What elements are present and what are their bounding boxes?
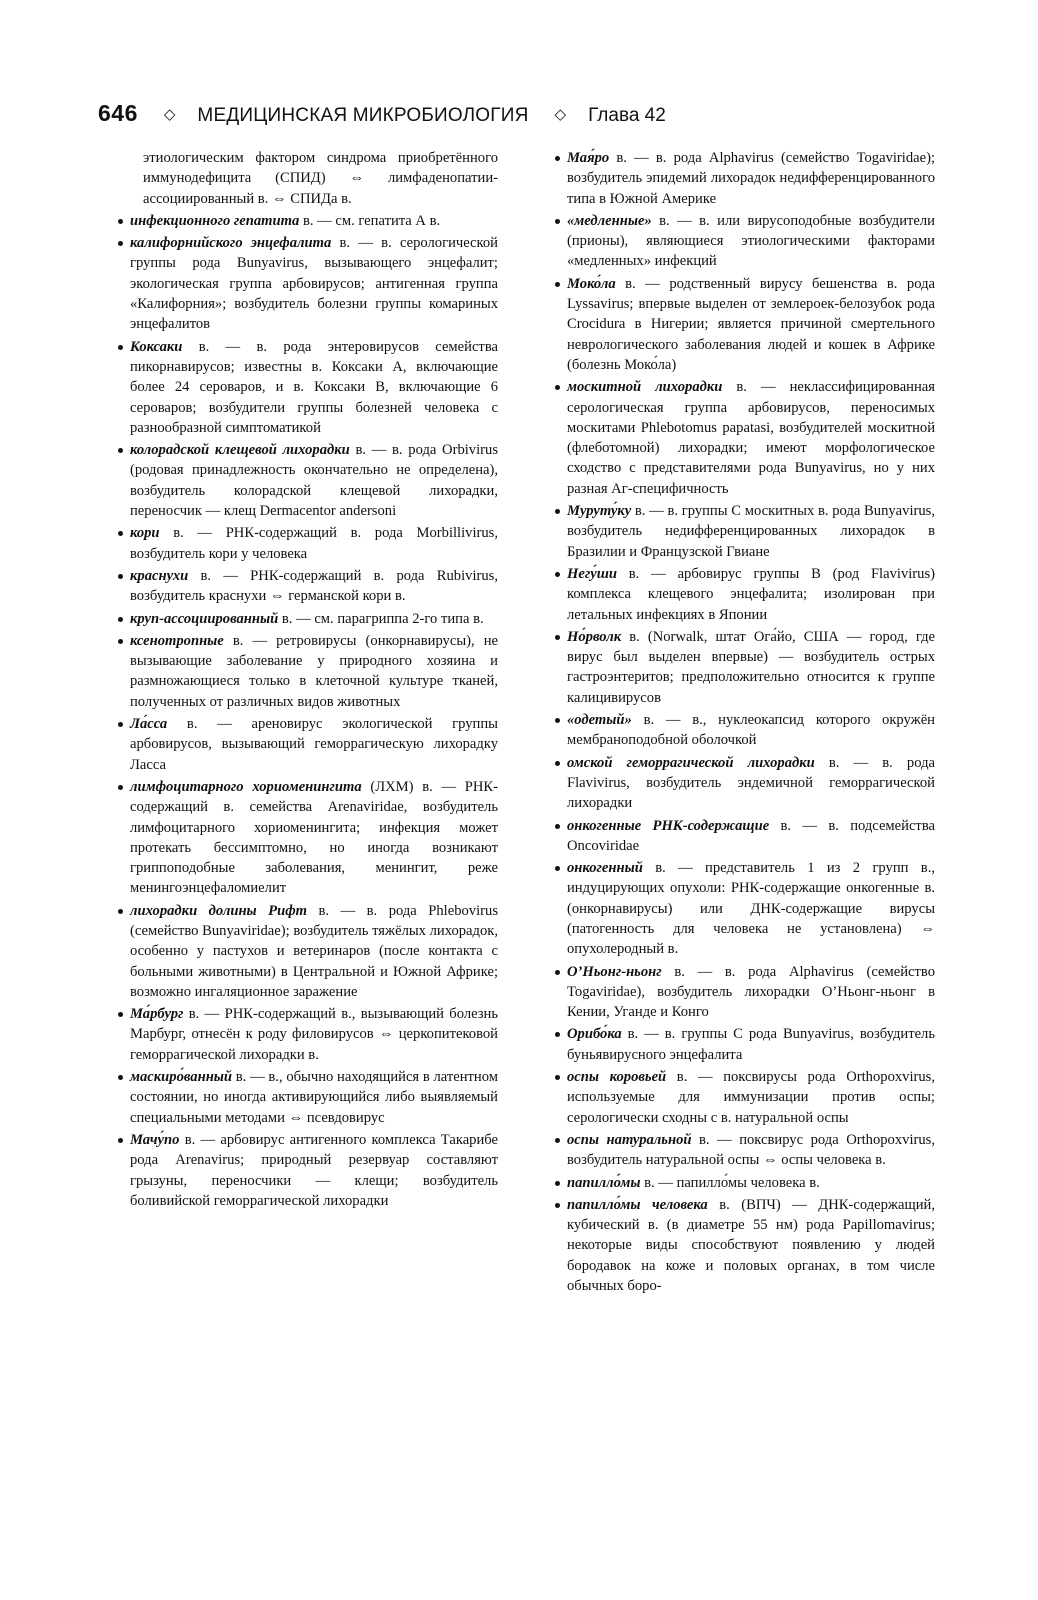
entry-definition: этиологическим фактором синдрома приобретённого иммунодефицита (СПИД) ⇔ лимфаденопатии-ассоциированный в. ⇔ СПИДа в. xyxy=(143,150,498,207)
glossary-entry xyxy=(555,753,935,814)
entry-term: онкогенный xyxy=(567,860,643,877)
bullet-icon xyxy=(118,531,123,536)
entry-term: папилло́мы человека xyxy=(567,1196,708,1213)
glossary-entry xyxy=(555,148,935,209)
bullet-icon xyxy=(555,156,560,161)
glossary-entry xyxy=(555,1067,935,1128)
entry-term: Но́рволк xyxy=(567,628,622,645)
entry-definition: (ЛХМ) в. — РНК-содержащий в. семейства Arenaviridae, возбудитель лимфоцитарного хориоменингита; инфекция может протекать бессимптомно, но иногда возникают гриппоподобные заболевания, менингит, реже менингоэнцефаломиелит xyxy=(130,778,499,897)
entry-term: маскиро́ванный xyxy=(130,1069,233,1086)
entry-term: Муруту́ку xyxy=(567,503,632,520)
bullet-icon xyxy=(555,572,560,577)
entry-term: омской геморрагической лихорадки xyxy=(567,754,815,771)
entry-term: О’Ньонг-ньонг xyxy=(567,963,662,980)
glossary-entry xyxy=(555,274,935,375)
entry-definition: в. — родственный вирусу бешенства в. рода Lyssavirus; впервые выделен от землероек-белозубок рода Crocidura в Нигерии; является причиной смертельного неврологического заболевания людей и кошек в Африке (болезнь Моко́ла) xyxy=(567,275,935,373)
entry-definition: в. — в. серологической группы рода Bunyavirus, вызывающего энцефалит; экологическая группа арбовирусов; антигенная группа «Калифорния»; возбудитель болезни группы комариных энцефалитов xyxy=(130,235,498,333)
bullet-icon xyxy=(118,722,123,727)
bullet-icon xyxy=(555,385,560,390)
glossary-entry xyxy=(555,211,935,272)
glossary-entry xyxy=(555,1024,935,1065)
left-column xyxy=(118,148,498,1213)
entry-definition: в. (Norwalk, штат Ога́йо, США — город, где вирус был выделен впервые) — возбудитель острых гастроэнтеритов; предположительно относится к группе калицивирусов xyxy=(567,628,935,706)
entry-definition: в. — поксвирусы рода Orthopoxvirus, используемые для иммунизации против оспы; серологически сходны с в. натуральной оспы xyxy=(567,1069,936,1126)
glossary-entry xyxy=(555,564,935,625)
entry-term: оспы натуральной xyxy=(567,1131,692,1148)
entry-definition: в. — в., обычно находящийся в латентном состоянии, но иногда активирующийся либо выявляемый специальными методами ⇔ псевдовирус xyxy=(130,1069,498,1126)
bullet-icon xyxy=(555,824,560,829)
bullet-icon xyxy=(555,761,560,766)
bullet-icon xyxy=(555,718,560,723)
entry-term: «одетый» xyxy=(567,712,632,729)
entry-term: «медленные» xyxy=(567,212,652,229)
entry-definition: в. — представитель 1 из 2 групп в., индуцирующих опухоли: РНК-содержащие онкогенные в. (онкорнавирусы) или ДНК-содержащие вирусы (патогенность для человека не установлена) ⇔ опухолеродный в. xyxy=(567,860,935,958)
entry-term: лихорадки долины Рифт xyxy=(130,902,308,919)
glossary-entry xyxy=(555,858,935,959)
bullet-icon xyxy=(118,785,123,790)
bullet-icon xyxy=(118,345,123,350)
bullet-icon xyxy=(118,448,123,453)
entry-definition: в. — в. рода Alphavirus (семейство Togaviridae), возбудитель лихорадки О’Ньонг-ньонг в Кении, Уганде и Конго xyxy=(567,963,935,1021)
entry-term: Орибо́ка xyxy=(567,1026,622,1043)
entry-definition: в. — в. рода Phlebovirus (семейство Bunyaviridae); возбудитель тяжёлых лихорадок, особенно у пастухов и ветеринаров (после контакта с больными животными) в Центральной и Южной Африке; возможно ингаляционное заражение xyxy=(130,902,498,1000)
entry-definition: в. — в. группы С москитных в. рода Bunyavirus, возбудитель недифференцированных лихорадок в Бразилии и Французской Гвиане xyxy=(567,503,935,560)
entry-term: Ла́сса xyxy=(130,716,168,733)
entry-definition: в. — в. подсемейства Oncoviridae xyxy=(567,817,935,854)
glossary-entry xyxy=(118,1130,498,1211)
glossary-entry xyxy=(555,377,935,499)
bullet-icon xyxy=(555,282,560,287)
entry-definition: в. — папилло́мы человека в. xyxy=(640,1174,820,1191)
glossary-entry xyxy=(118,714,498,775)
glossary-entry xyxy=(118,523,498,564)
running-header xyxy=(98,100,788,136)
glossary-entry xyxy=(555,710,935,751)
glossary-entry xyxy=(118,1004,498,1065)
entry-definition: в. — ареновирус экологической группы арбовирусов, вызывающий геморрагическую лихорадку Ласса xyxy=(130,716,498,773)
entry-term: папилло́мы xyxy=(567,1174,641,1191)
diamond-separator-icon: ◇ xyxy=(554,105,567,123)
glossary-entry xyxy=(118,148,498,209)
glossary-entry xyxy=(118,211,498,231)
page-number: 646 xyxy=(98,100,138,126)
entry-term: калифорнийского энцефалита xyxy=(130,235,332,252)
entry-term: Ма́рбург xyxy=(130,1006,184,1023)
bullet-icon xyxy=(555,970,560,975)
bullet-icon xyxy=(555,219,560,224)
chapter-label: Глава 42 xyxy=(588,105,666,126)
bullet-icon xyxy=(555,509,560,514)
entry-term: Мачу́по xyxy=(130,1131,180,1148)
entry-term: онкогенные РНК-содержащие xyxy=(567,817,770,834)
entry-definition: в. — см. парагриппа 2-го типа в. xyxy=(278,610,484,627)
entry-definition: в. — в. рода Orbivirus (родовая принадлежность окончательно не определена), возбудитель колорадской клещевой лихорадки, переносчик — клещ Dermacentor andersoni xyxy=(130,442,498,520)
glossary-entry xyxy=(555,1130,935,1171)
bullet-icon xyxy=(118,1075,123,1080)
glossary-entry xyxy=(555,627,935,708)
entry-definition: в. — ретровирусы (онкорнавирусы), не вызывающие заболевание у природного хозяина и размножающиеся только в клеточной культуре тканей, полученных от различных видов животных xyxy=(130,632,498,710)
entry-definition: в. — в. рода Alphavirus (семейство Togaviridae); возбудитель эпидемий лихорадок недифференцированного типа в Южной Америке xyxy=(567,150,935,207)
entry-definition: в. — в. рода Flavivirus, возбудитель эндемичной геморрагической лихорадки xyxy=(567,754,935,812)
bullet-icon xyxy=(555,1138,560,1143)
glossary-entry xyxy=(555,501,935,562)
bullet-icon xyxy=(555,866,560,871)
glossary-entry xyxy=(555,1173,935,1193)
entry-term: круп-ассоциированный xyxy=(130,610,279,627)
bullet-icon xyxy=(118,241,123,246)
entry-term: Мая́ро xyxy=(567,150,610,166)
entry-term: ксенотропные xyxy=(130,632,224,649)
entry-definition: в. — РНК-содержащий в. рода Morbillivirus, возбудитель кори у человека xyxy=(130,525,498,562)
glossary-entry xyxy=(118,777,498,899)
right-column xyxy=(555,148,935,1298)
entry-definition: в. — в., нуклеокапсид которого окружён мембраноподобной оболочкой xyxy=(567,712,935,749)
bullet-icon xyxy=(118,574,123,579)
glossary-entry xyxy=(118,233,498,334)
entry-term: инфекционного гепатита xyxy=(130,212,300,229)
entry-definition: в. — РНК-содержащий в., вызывающий болезнь Марбург, отнесён к роду филовирусов ⇔ церкопитековой геморрагической лихорадки в. xyxy=(130,1006,498,1063)
glossary-entry xyxy=(118,566,498,607)
glossary-entry xyxy=(118,631,498,712)
glossary-entry xyxy=(118,440,498,521)
bullet-icon xyxy=(118,1012,123,1017)
entry-definition: в. (ВПЧ) — ДНК-содержащий, кубический в. (в диаметре 55 нм) рода Papillomavirus; некоторые виды способствуют появлению у людей бородавок на коже и половых органах, в том числе обычных боро- xyxy=(567,1196,935,1295)
entry-term: краснухи xyxy=(130,567,189,584)
entry-definition: в. — арбовирус группы В (род Flavivirus) комплекса клещевого энцефалита; изолирован при летальных инфекциях в Японии xyxy=(567,565,935,623)
entry-definition: в. — РНК-содержащий в. рода Rubivirus, возбудитель краснухи ⇔ германской кори в. xyxy=(130,567,498,605)
entry-term: Моко́ла xyxy=(567,275,616,292)
running-title: МЕДИЦИНСКАЯ МИКРОБИОЛОГИЯ xyxy=(197,105,529,126)
glossary-entry xyxy=(118,1067,498,1128)
bullet-icon xyxy=(555,1203,560,1208)
bullet-icon xyxy=(118,219,123,224)
entry-term: кори xyxy=(130,525,160,542)
entry-definition: в. — в. или вирусоподобные возбудители (прионы), являющиеся этиологическими факторами «медленных» инфекций xyxy=(567,212,935,270)
bullet-icon xyxy=(118,617,123,622)
bullet-icon xyxy=(118,639,123,644)
diamond-separator-icon: ◇ xyxy=(163,105,176,123)
entry-definition: в. — неклассифицированная серологическая группа арбовирусов, переносимых москитами Phlebotomus papatasi, возбудителей москитной (флеботомной) лихорадки; имеют морфологическое сходство с представителями рода Bunyavirus, но у них разная Аг-специфичность xyxy=(567,379,935,497)
bullet-icon xyxy=(118,1138,123,1143)
entry-definition: в. — арбовирус антигенного комплекса Такарибе рода Arenavirus; природный резервуар составляют грызуны, переносчики — клещи; возбудитель боливийской геморрагической лихорадки xyxy=(130,1131,498,1209)
entry-term: оспы коровьей xyxy=(567,1069,667,1086)
bullet-icon xyxy=(555,1075,560,1080)
entry-term: москитной лихорадки xyxy=(567,379,723,396)
glossary-entry xyxy=(555,1195,935,1296)
entry-term: Негу́ши xyxy=(567,565,617,582)
entry-definition: в. — в. рода энтеровирусов семейства пикорнавирусов; известны в. Коксаки А, включающие более 24 сероваров, и в. Коксаки В, включающие 6 сероваров; возбудители группы болезней человека с разнообразной симптоматикой xyxy=(130,338,498,436)
entry-definition: в. — см. гепатита А в. xyxy=(299,212,441,229)
glossary-entry xyxy=(118,901,498,1002)
glossary-entry xyxy=(555,816,935,857)
bullet-icon xyxy=(555,1032,560,1037)
glossary-entry xyxy=(118,337,498,438)
bullet-icon xyxy=(555,1181,560,1186)
bullet-icon xyxy=(118,909,123,914)
bullet-icon xyxy=(555,635,560,640)
glossary-entry xyxy=(555,962,935,1023)
glossary-entry xyxy=(118,609,498,629)
entry-definition: в. — поксвирус рода Orthopoxvirus, возбудитель натуральной оспы ⇔ оспы человека в. xyxy=(567,1131,935,1169)
entry-term: лимфоцитарного хориоменингита xyxy=(130,778,362,795)
entry-term: Коксаки xyxy=(130,338,183,355)
entry-term: колорадской клещевой лихорадки xyxy=(130,442,350,459)
entry-definition: в. — в. группы С рода Bunyavirus, возбудитель буньявирусного энцефалита xyxy=(567,1026,935,1063)
